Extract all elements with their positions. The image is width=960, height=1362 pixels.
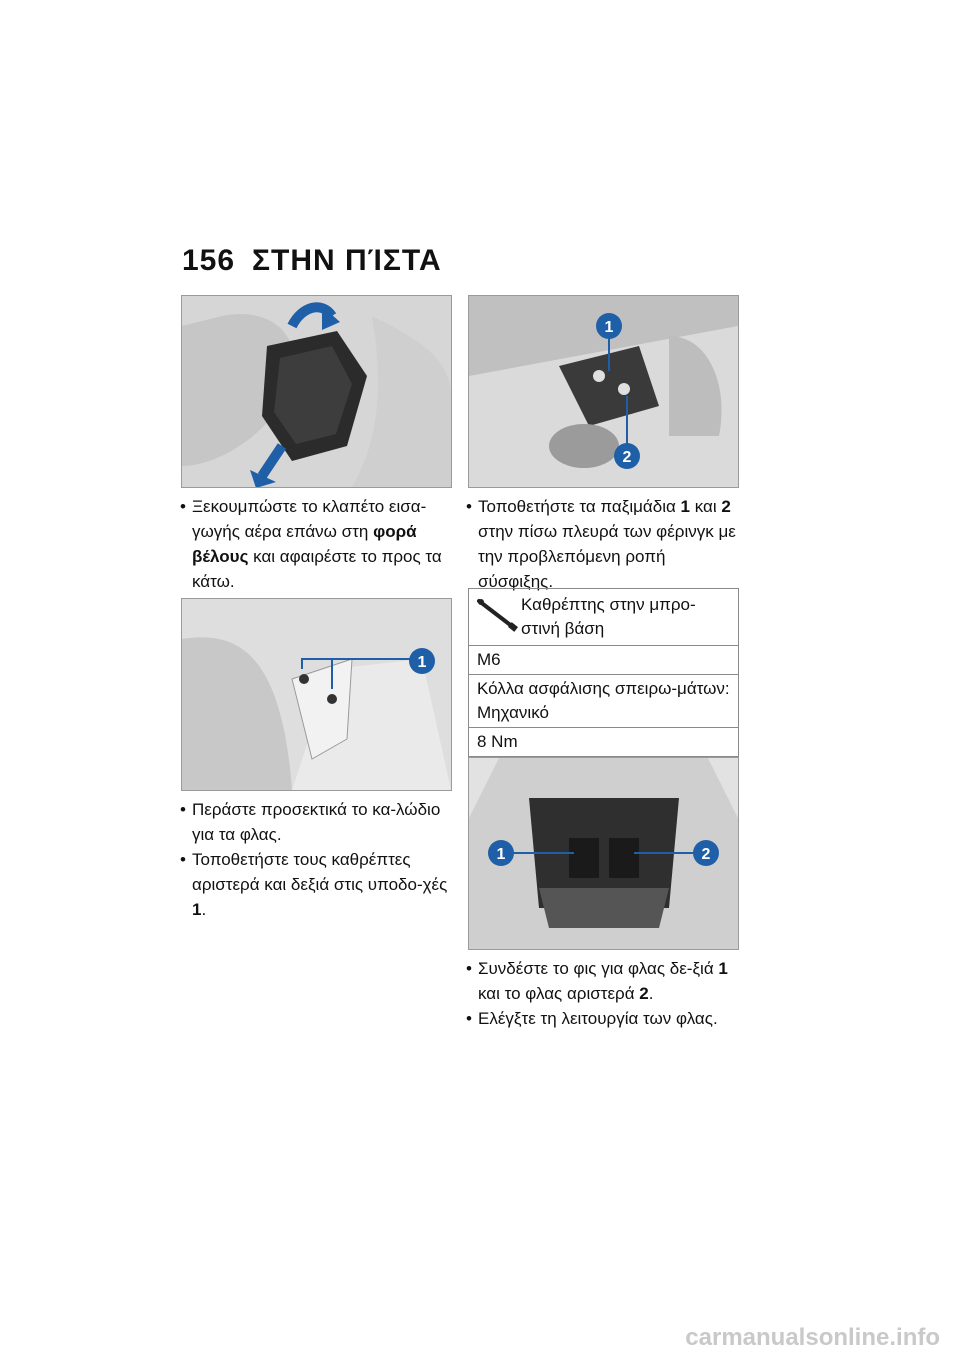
spec-adhesive: Κόλλα ασφάλισης σπειρω-μάτων: Μηχανικό xyxy=(469,674,738,727)
page-number: 156 xyxy=(182,244,236,277)
photo-indicator-connectors xyxy=(468,757,739,950)
callout-2: 2 xyxy=(701,846,711,863)
callout-1: 1 xyxy=(604,319,614,336)
photo-illustration xyxy=(469,296,738,487)
spec-title: Καθρέπτης στην μπρο-στινή βάση xyxy=(521,595,696,638)
step-route-cable: • Περάστε προσεκτικά το κα-λώδιο για τα φλας. xyxy=(182,797,454,847)
spec-title-row xyxy=(469,589,738,645)
photo-air-intake-flap xyxy=(181,295,452,488)
step-connect-plugs: • Συνδέστε το φις για φλας δε-ξιά 1 και το φλας αριστερά 2. xyxy=(468,956,740,1006)
torque-wrench-icon xyxy=(475,593,521,637)
photo-illustration xyxy=(469,758,738,949)
callout-1: 1 xyxy=(496,846,506,863)
step-fit-mirrors: • Τοποθετήστε τους καθρέπτες αριστερά και δεξιά στις υποδο-χές 1. xyxy=(182,847,454,922)
callout-2: 2 xyxy=(622,449,632,466)
spec-thread: M6 xyxy=(469,645,738,674)
photo-mirror-nuts xyxy=(468,295,739,488)
step-unclip-flap: • Ξεκουμπώστε το κλαπέτο εισα-γωγής αέρα επάνω στη φορά βέλους και αφαιρέστε το προς τα κάτω. xyxy=(182,494,454,594)
page-title: ΣΤΗΝ ΠΊΣΤΑ xyxy=(252,244,442,277)
watermark: carmanualsonline.info xyxy=(685,1324,940,1351)
step-fit-nuts: • Τοποθετήστε τα παξιμάδια 1 και 2 στην πίσω πλευρά των φέρινγκ με την προβλεπόμενη ροπή σύσφιξης. xyxy=(468,494,740,594)
photo-illustration xyxy=(182,599,451,790)
photo-illustration xyxy=(182,296,451,487)
step-check-indicators: • Ελέγξτε τη λειτουργία των φλας. xyxy=(468,1006,740,1031)
callout-1: 1 xyxy=(417,654,427,671)
spec-torque: 8 Nm xyxy=(469,727,738,756)
torque-spec-table xyxy=(468,588,739,757)
photo-mirror-mounts xyxy=(181,598,452,791)
